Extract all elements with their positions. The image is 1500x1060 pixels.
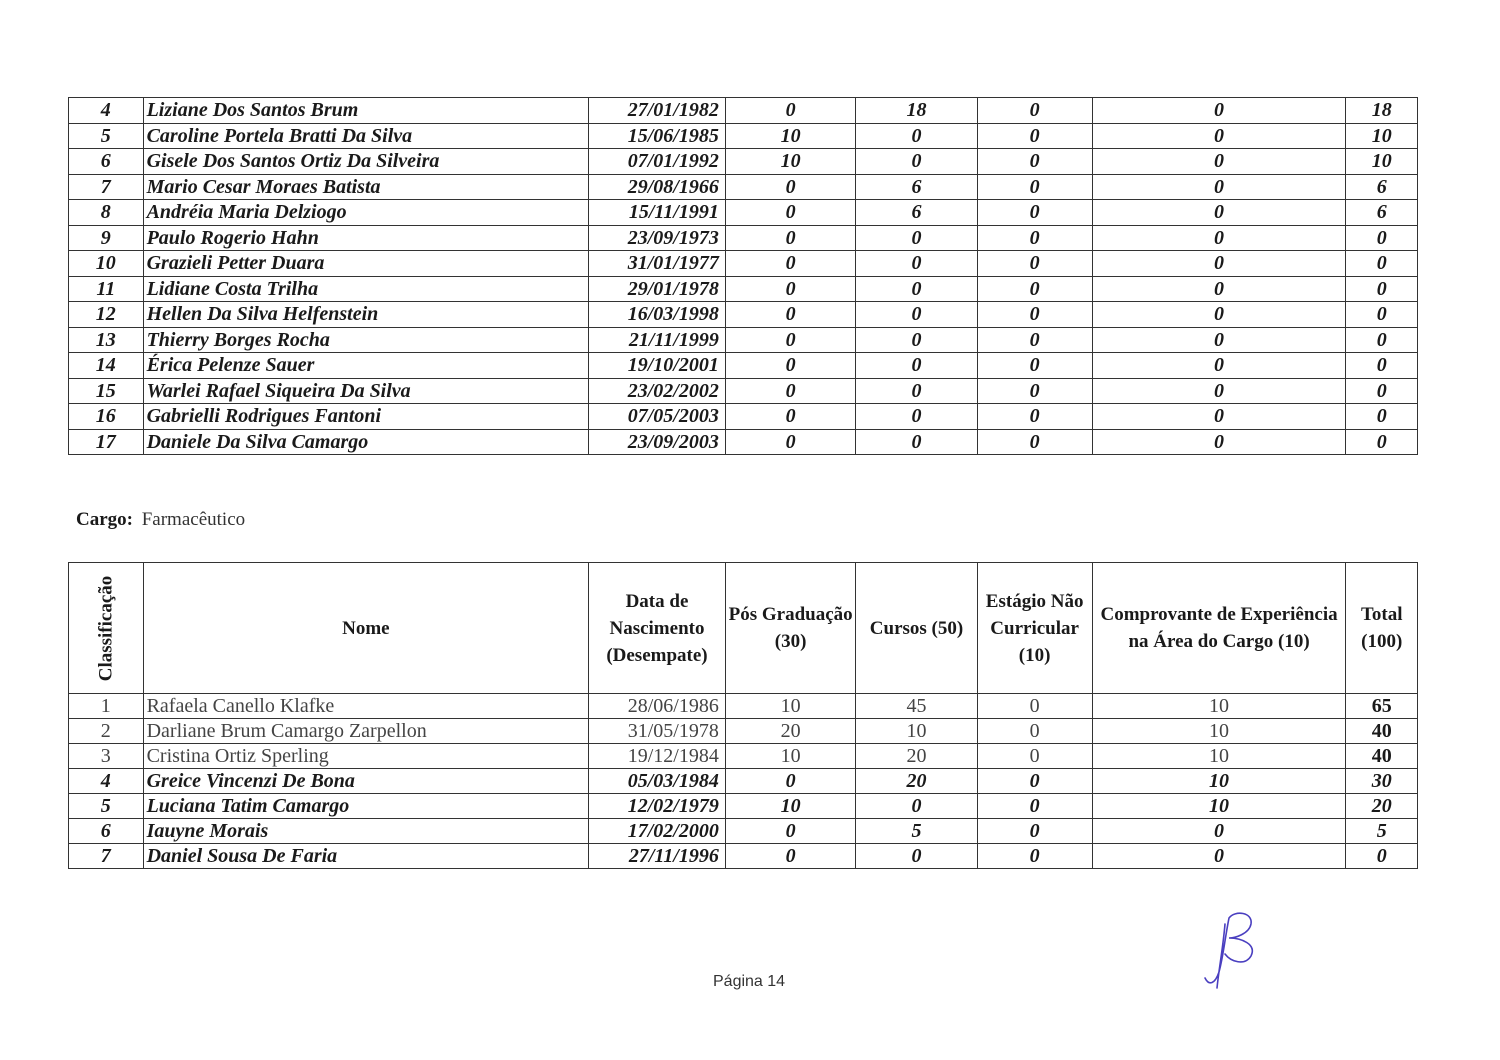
pos-graduacao-cell: 0 [725, 98, 856, 124]
classification-cell: 5 [69, 123, 144, 149]
cursos-cell: 0 [856, 378, 977, 404]
estagio-cell: 0 [977, 744, 1092, 769]
pos-graduacao-cell: 0 [725, 429, 856, 455]
pos-graduacao-cell: 10 [725, 123, 856, 149]
table-row [69, 327, 1418, 353]
estagio-cell: 0 [977, 429, 1092, 455]
total-cell: 5 [1346, 819, 1418, 844]
birth-date-cell: 17/02/2000 [589, 819, 726, 844]
classification-cell: 15 [69, 378, 144, 404]
cursos-cell: 20 [856, 769, 977, 794]
estagio-cell: 0 [977, 819, 1092, 844]
birth-date-cell: 27/11/1996 [589, 844, 726, 869]
name-cell: Rafaela Canello Klafke [143, 694, 589, 719]
name-cell: Luciana Tatim Camargo [143, 794, 589, 819]
total-cell: 6 [1346, 174, 1418, 200]
total-cell: 0 [1346, 302, 1418, 328]
experiencia-cell: 10 [1092, 769, 1346, 794]
classification-cell: 12 [69, 302, 144, 328]
classification-cell: 7 [69, 174, 144, 200]
classification-cell: 11 [69, 276, 144, 302]
pos-graduacao-cell: 0 [725, 276, 856, 302]
table-row [69, 844, 1418, 869]
total-cell: 20 [1346, 794, 1418, 819]
total-cell: 0 [1346, 404, 1418, 430]
header-data-nascimento: Data de Nascimento (Desempate) [589, 563, 726, 694]
experiencia-cell: 10 [1092, 719, 1346, 744]
estagio-cell: 0 [977, 327, 1092, 353]
name-cell: Iauyne Morais [143, 819, 589, 844]
birth-date-cell: 31/05/1978 [589, 719, 726, 744]
pos-graduacao-cell: 0 [725, 769, 856, 794]
header-estagio: Estágio Não Curricular (10) [977, 563, 1092, 694]
cursos-cell: 6 [856, 174, 977, 200]
cursos-cell: 0 [856, 123, 977, 149]
name-cell: Thierry Borges Rocha [143, 327, 589, 353]
total-cell: 40 [1346, 744, 1418, 769]
experiencia-cell: 0 [1092, 429, 1346, 455]
experiencia-cell: 10 [1092, 694, 1346, 719]
birth-date-cell: 05/03/1984 [589, 769, 726, 794]
table-row [69, 149, 1418, 175]
total-cell: 0 [1346, 353, 1418, 379]
cursos-cell: 0 [856, 149, 977, 175]
birth-date-cell: 23/09/2003 [589, 429, 726, 455]
pos-graduacao-cell: 0 [725, 819, 856, 844]
total-cell: 0 [1346, 225, 1418, 251]
estagio-cell: 0 [977, 719, 1092, 744]
pos-graduacao-cell: 0 [725, 251, 856, 277]
birth-date-cell: 15/11/1991 [589, 200, 726, 226]
header-experiencia: Comprovante de Experiência na Área do Cargo (10) [1092, 563, 1346, 694]
estagio-cell: 0 [977, 794, 1092, 819]
classification-cell: 4 [69, 98, 144, 124]
birth-date-cell: 23/02/2002 [589, 378, 726, 404]
estagio-cell: 0 [977, 200, 1092, 226]
birth-date-cell: 21/11/1999 [589, 327, 726, 353]
classification-cell: 6 [69, 149, 144, 175]
cursos-cell: 20 [856, 744, 977, 769]
estagio-cell: 0 [977, 844, 1092, 869]
header-classificacao: Classificação [69, 563, 144, 694]
total-cell: 0 [1346, 378, 1418, 404]
farmaceutico-results-table [68, 562, 1418, 869]
pos-graduacao-cell: 10 [725, 794, 856, 819]
cursos-cell: 0 [856, 327, 977, 353]
estagio-cell: 0 [977, 378, 1092, 404]
pos-graduacao-cell: 20 [725, 719, 856, 744]
birth-date-cell: 23/09/1973 [589, 225, 726, 251]
table-row [69, 769, 1418, 794]
total-cell: 0 [1346, 276, 1418, 302]
classification-cell: 14 [69, 353, 144, 379]
experiencia-cell: 0 [1092, 200, 1346, 226]
pos-graduacao-cell: 0 [725, 174, 856, 200]
pos-graduacao-cell: 0 [725, 353, 856, 379]
total-cell: 18 [1346, 98, 1418, 124]
name-cell: Lidiane Costa Trilha [143, 276, 589, 302]
total-cell: 40 [1346, 719, 1418, 744]
cargo-value: Farmacêutico [141, 509, 246, 530]
cursos-cell: 0 [856, 404, 977, 430]
pos-graduacao-cell: 10 [725, 149, 856, 175]
pos-graduacao-cell: 0 [725, 404, 856, 430]
pos-graduacao-cell: 0 [725, 378, 856, 404]
classification-cell: 4 [69, 769, 144, 794]
birth-date-cell: 28/06/1986 [589, 694, 726, 719]
name-cell: Liziane Dos Santos Brum [143, 98, 589, 124]
cursos-cell: 5 [856, 819, 977, 844]
estagio-cell: 0 [977, 769, 1092, 794]
total-cell: 6 [1346, 200, 1418, 226]
table-row [69, 819, 1418, 844]
estagio-cell: 0 [977, 353, 1092, 379]
classification-cell: 10 [69, 251, 144, 277]
total-cell: 65 [1346, 694, 1418, 719]
cargo-label: Cargo: [76, 509, 133, 530]
experiencia-cell: 0 [1092, 225, 1346, 251]
cursos-cell: 0 [856, 794, 977, 819]
pos-graduacao-cell: 10 [725, 744, 856, 769]
table-row [69, 794, 1418, 819]
experiencia-cell: 0 [1092, 149, 1346, 175]
table-row [69, 429, 1418, 455]
name-cell: Daniel Sousa De Faria [143, 844, 589, 869]
total-cell: 10 [1346, 149, 1418, 175]
signature-stroke [1205, 913, 1252, 988]
cargo-heading [76, 509, 245, 531]
birth-date-cell: 15/06/1985 [589, 123, 726, 149]
pos-graduacao-cell: 0 [725, 225, 856, 251]
name-cell: Paulo Rogerio Hahn [143, 225, 589, 251]
classification-cell: 6 [69, 819, 144, 844]
estagio-cell: 0 [977, 251, 1092, 277]
table-row [69, 123, 1418, 149]
cursos-cell: 0 [856, 276, 977, 302]
name-cell: Cristina Ortiz Sperling [143, 744, 589, 769]
header-pos-graduacao: Pós Graduação (30) [725, 563, 856, 694]
pos-graduacao-cell: 0 [725, 844, 856, 869]
birth-date-cell: 07/05/2003 [589, 404, 726, 430]
cursos-cell: 0 [856, 429, 977, 455]
name-cell: Darliane Brum Camargo Zarpellon [143, 719, 589, 744]
table-row [69, 200, 1418, 226]
experiencia-cell: 0 [1092, 844, 1346, 869]
cursos-cell: 0 [856, 251, 977, 277]
name-cell: Grazieli Petter Duara [143, 251, 589, 277]
birth-date-cell: 12/02/1979 [589, 794, 726, 819]
results-table-body [69, 98, 1418, 455]
table-header [69, 563, 1418, 694]
total-cell: 0 [1346, 844, 1418, 869]
cursos-cell: 18 [856, 98, 977, 124]
table-row [69, 276, 1418, 302]
classification-cell: 17 [69, 429, 144, 455]
pos-graduacao-cell: 0 [725, 200, 856, 226]
birth-date-cell: 27/01/1982 [589, 98, 726, 124]
name-cell: Érica Pelenze Sauer [143, 353, 589, 379]
experiencia-cell: 0 [1092, 378, 1346, 404]
table-row [69, 353, 1418, 379]
pos-graduacao-cell: 0 [725, 302, 856, 328]
name-cell: Greice Vincenzi De Bona [143, 769, 589, 794]
birth-date-cell: 31/01/1977 [589, 251, 726, 277]
farmaceutico-table-body [69, 694, 1418, 869]
experiencia-cell: 10 [1092, 744, 1346, 769]
total-cell: 0 [1346, 429, 1418, 455]
birth-date-cell: 29/08/1966 [589, 174, 726, 200]
estagio-cell: 0 [977, 149, 1092, 175]
page-number: Página 14 [713, 973, 786, 990]
classification-cell: 9 [69, 225, 144, 251]
estagio-cell: 0 [977, 276, 1092, 302]
table-row [69, 98, 1418, 124]
table-row [69, 719, 1418, 744]
cursos-cell: 45 [856, 694, 977, 719]
name-cell: Andréia Maria Delziogo [143, 200, 589, 226]
cursos-cell: 0 [856, 225, 977, 251]
experiencia-cell: 0 [1092, 174, 1346, 200]
experiencia-cell: 0 [1092, 302, 1346, 328]
experiencia-cell: 0 [1092, 251, 1346, 277]
experiencia-cell: 0 [1092, 98, 1346, 124]
estagio-cell: 0 [977, 225, 1092, 251]
estagio-cell: 0 [977, 694, 1092, 719]
name-cell: Gabrielli Rodrigues Fantoni [143, 404, 589, 430]
experiencia-cell: 0 [1092, 819, 1346, 844]
experiencia-cell: 0 [1092, 123, 1346, 149]
classification-cell: 5 [69, 794, 144, 819]
table-row [69, 302, 1418, 328]
cursos-cell: 6 [856, 200, 977, 226]
estagio-cell: 0 [977, 123, 1092, 149]
table-row [69, 404, 1418, 430]
classification-cell: 13 [69, 327, 144, 353]
cursos-cell: 0 [856, 353, 977, 379]
birth-date-cell: 29/01/1978 [589, 276, 726, 302]
name-cell: Mario Cesar Moraes Batista [143, 174, 589, 200]
name-cell: Warlei Rafael Siqueira Da Silva [143, 378, 589, 404]
estagio-cell: 0 [977, 404, 1092, 430]
birth-date-cell: 07/01/1992 [589, 149, 726, 175]
estagio-cell: 0 [977, 302, 1092, 328]
birth-date-cell: 19/12/1984 [589, 744, 726, 769]
table-row [69, 744, 1418, 769]
signature-initials [1195, 908, 1265, 990]
table-row [69, 378, 1418, 404]
classification-cell: 7 [69, 844, 144, 869]
experiencia-cell: 0 [1092, 327, 1346, 353]
pos-graduacao-cell: 10 [725, 694, 856, 719]
cursos-cell: 10 [856, 719, 977, 744]
header-nome: Nome [143, 563, 589, 694]
name-cell: Daniele Da Silva Camargo [143, 429, 589, 455]
birth-date-cell: 16/03/1998 [589, 302, 726, 328]
table-row [69, 225, 1418, 251]
total-cell: 10 [1346, 123, 1418, 149]
classification-cell: 1 [69, 694, 144, 719]
header-total: Total (100) [1346, 563, 1418, 694]
cursos-cell: 0 [856, 302, 977, 328]
name-cell: Hellen Da Silva Helfenstein [143, 302, 589, 328]
experiencia-cell: 0 [1092, 404, 1346, 430]
table-row [69, 694, 1418, 719]
total-cell: 0 [1346, 251, 1418, 277]
total-cell: 30 [1346, 769, 1418, 794]
header-cursos: Cursos (50) [856, 563, 977, 694]
cursos-cell: 0 [856, 844, 977, 869]
birth-date-cell: 19/10/2001 [589, 353, 726, 379]
pos-graduacao-cell: 0 [725, 327, 856, 353]
estagio-cell: 0 [977, 98, 1092, 124]
table-row [69, 174, 1418, 200]
experiencia-cell: 0 [1092, 353, 1346, 379]
name-cell: Gisele Dos Santos Ortiz Da Silveira [143, 149, 589, 175]
name-cell: Caroline Portela Bratti Da Silva [143, 123, 589, 149]
table-row [69, 251, 1418, 277]
classification-cell: 8 [69, 200, 144, 226]
total-cell: 0 [1346, 327, 1418, 353]
results-table-continued [68, 97, 1418, 455]
classification-cell: 2 [69, 719, 144, 744]
estagio-cell: 0 [977, 174, 1092, 200]
classification-cell: 3 [69, 744, 144, 769]
experiencia-cell: 10 [1092, 794, 1346, 819]
classification-cell: 16 [69, 404, 144, 430]
experiencia-cell: 0 [1092, 276, 1346, 302]
